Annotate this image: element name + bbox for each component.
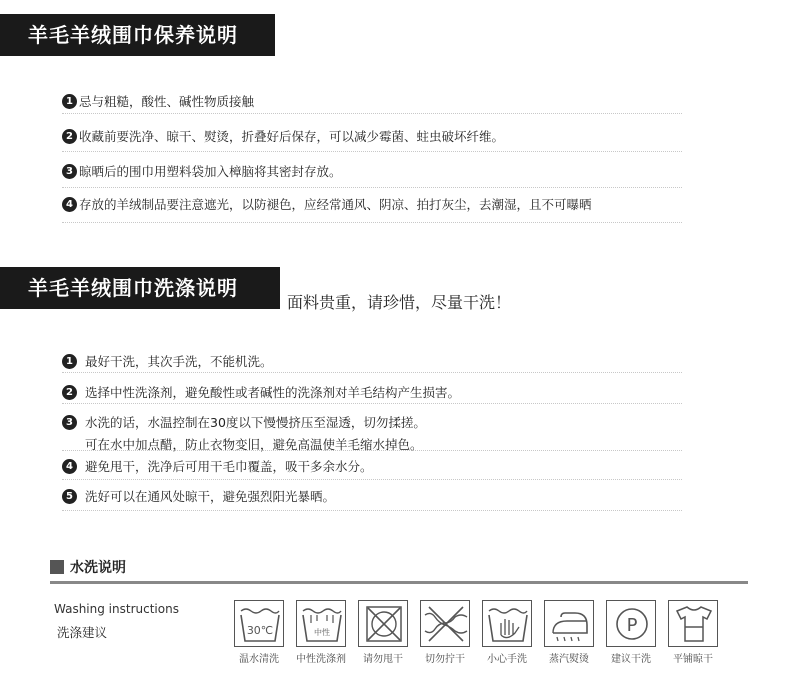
wash-item — [62, 413, 682, 451]
steam-iron-icon — [543, 600, 595, 665]
wash-item — [62, 457, 682, 480]
dry-clean-p-icon — [605, 600, 657, 665]
number-badge-icon: 2 — [62, 129, 77, 144]
no-wring-icon — [419, 600, 471, 665]
wash-item-text: 选择中性洗涤剂，避免酸性或者碱性的洗涤剂对羊毛结构产生损害。 — [85, 385, 461, 400]
wash-item — [62, 487, 682, 511]
care-item-text: 收藏前要洗净、晾干、熨烫，折叠好后保存，可以减少霉菌、蛀虫破坏纤维。 — [79, 129, 505, 144]
divider — [50, 581, 748, 584]
instructions-title — [50, 557, 126, 577]
wash-temperature-text: 30℃ — [246, 624, 274, 637]
number-badge-icon: 4 — [62, 459, 77, 474]
care-item — [62, 92, 682, 114]
wash-item-text: 洗好可以在通风处晾干，避免强烈阳光暴晒。 — [85, 489, 336, 504]
icon-caption: 建议干洗 — [611, 654, 651, 665]
hand-wash-icon — [481, 600, 533, 665]
number-badge-icon: 4 — [62, 197, 77, 212]
care-item-text: 忌与粗糙，酸性、碱性物质接触 — [79, 94, 255, 109]
wash-subtitle: 面料贵重，请珍惜，尽量干洗！ — [287, 293, 512, 312]
number-badge-icon: 5 — [62, 489, 77, 504]
washing-instructions-label: Washing instructions — [54, 602, 179, 616]
square-bullet-icon — [50, 560, 64, 574]
neutral-text: 中性 — [314, 628, 330, 637]
number-badge-icon: 1 — [62, 94, 77, 109]
icon-caption: 小心手洗 — [487, 654, 527, 665]
icon-caption: 切勿拧干 — [425, 654, 465, 665]
wash-item — [62, 383, 682, 404]
wash-item — [62, 352, 682, 373]
wash-title-banner: 羊毛羊绒围巾洗涤说明 — [0, 267, 280, 309]
icon-caption: 请勿甩干 — [363, 654, 403, 665]
dry-clean-letter: P — [626, 615, 638, 636]
wash-item-text: 最好干洗，其次手洗，不能机洗。 — [85, 354, 273, 369]
number-badge-icon: 3 — [62, 415, 77, 430]
wash-item-text-line2: 可在水中加点醋，防止衣物变旧，避免高温使羊毛缩水掉色。 — [85, 437, 423, 452]
wash-30c-icon — [233, 600, 285, 665]
number-badge-icon: 3 — [62, 164, 77, 179]
neutral-detergent-icon — [295, 600, 347, 665]
flat-dry-icon — [667, 600, 719, 665]
care-title-banner: 羊毛羊绒围巾保养说明 — [0, 14, 275, 56]
care-item-text: 存放的羊绒制品要注意遮光，以防褪色，应经常通风、阴凉、拍打灰尘，去潮湿，且不可曝晒 — [79, 197, 592, 212]
care-item — [62, 162, 682, 188]
care-item — [62, 127, 682, 152]
number-badge-icon: 1 — [62, 354, 77, 369]
number-badge-icon: 2 — [62, 385, 77, 400]
icon-caption: 中性洗涤剂 — [296, 654, 346, 665]
no-spin-dry-icon — [357, 600, 409, 665]
icon-caption: 平铺晾干 — [673, 654, 713, 665]
wash-item-text: 水洗的话，水温控制在30度以下慢慢挤压至湿透，切勿揉搓。 — [85, 415, 426, 430]
care-symbols — [233, 600, 733, 670]
care-item — [62, 195, 682, 223]
wash-item-text: 避免甩干，洗净后可用干毛巾覆盖，吸干多余水分。 — [85, 459, 373, 474]
icon-caption: 温水清洗 — [239, 654, 279, 665]
washing-advice-label: 洗涤建议 — [57, 625, 108, 640]
care-item-text: 晾晒后的围巾用塑料袋加入樟脑将其密封存放。 — [79, 164, 342, 179]
instructions-title-text: 水洗说明 — [70, 560, 126, 576]
icon-caption: 蒸汽熨烫 — [549, 654, 589, 665]
